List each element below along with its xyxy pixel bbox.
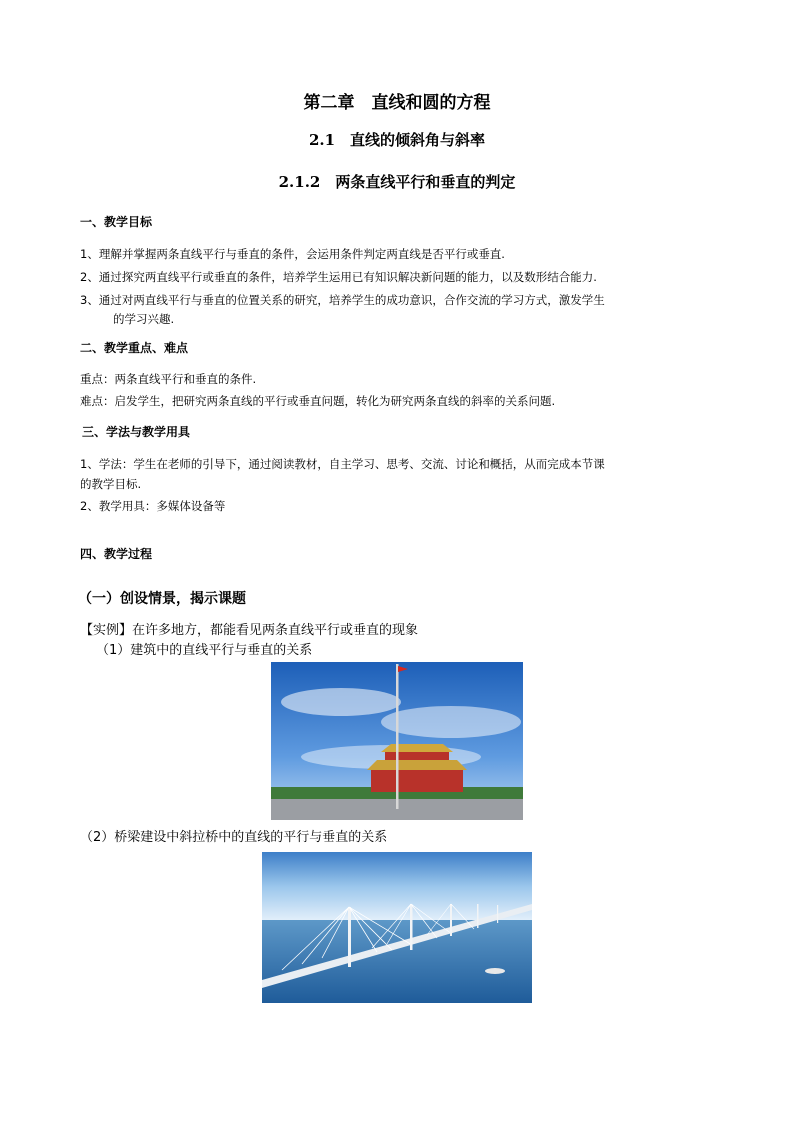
objective-2: 2、通过探究两直线平行或垂直的条件，培养学生运用已有知识解决新问题的能力，以及数形结合能力. bbox=[80, 270, 597, 284]
process-heading: 四、教学过程 bbox=[80, 547, 153, 561]
objective-3-cont: 的学习兴趣. bbox=[113, 312, 175, 326]
chapter-title: 第二章 直线和圆的方程 bbox=[303, 93, 491, 113]
objective-3: 3、通过对两直线平行与垂直的位置关系的研究，培养学生的成功意识，合作交流的学习方式，激发学生 bbox=[80, 293, 605, 307]
subsection-title: 2.1.2 两条直线平行和垂直的判定 bbox=[278, 173, 516, 191]
case1-caption: （1）建筑中的直线平行与垂直的关系 bbox=[96, 643, 313, 658]
process-sub1: （一）创设情景，揭示课题 bbox=[78, 591, 246, 607]
keypoint-difficulty: 难点：启发学生，把研究两条直线的平行或垂直问题，转化为研究两条直线的斜率的关系问题. bbox=[80, 394, 556, 408]
bridge-photo bbox=[262, 852, 532, 1003]
section-title: 2.1 直线的倾斜角与斜率 bbox=[308, 131, 486, 149]
tiananmen-photo bbox=[271, 662, 523, 820]
methods-line1: 1、学法：学生在老师的引导下，通过阅读教材，自主学习、思考、交流、讨论和概括，从而完成本节课 bbox=[80, 457, 605, 471]
objective-1: 1、理解并掌握两条直线平行与垂直的条件，会运用条件判定两直线是否平行或垂直. bbox=[80, 247, 505, 261]
case2-caption: （2）桥梁建设中斜拉桥中的直线的平行与垂直的关系 bbox=[80, 830, 388, 845]
example-line: 【实例】在许多地方，都能看见两条直线平行或垂直的现象 bbox=[80, 623, 419, 638]
keypoints-heading: 二、教学重点、难点 bbox=[80, 341, 189, 355]
keypoint-focus: 重点：两条直线平行和垂直的条件. bbox=[80, 372, 257, 386]
methods-line2: 的教学目标. bbox=[80, 477, 142, 491]
objectives-heading: 一、教学目标 bbox=[80, 215, 153, 229]
methods-line3: 2、教学用具：多媒体设备等 bbox=[80, 499, 226, 513]
methods-heading: 三、学法与教学用具 bbox=[82, 425, 191, 439]
